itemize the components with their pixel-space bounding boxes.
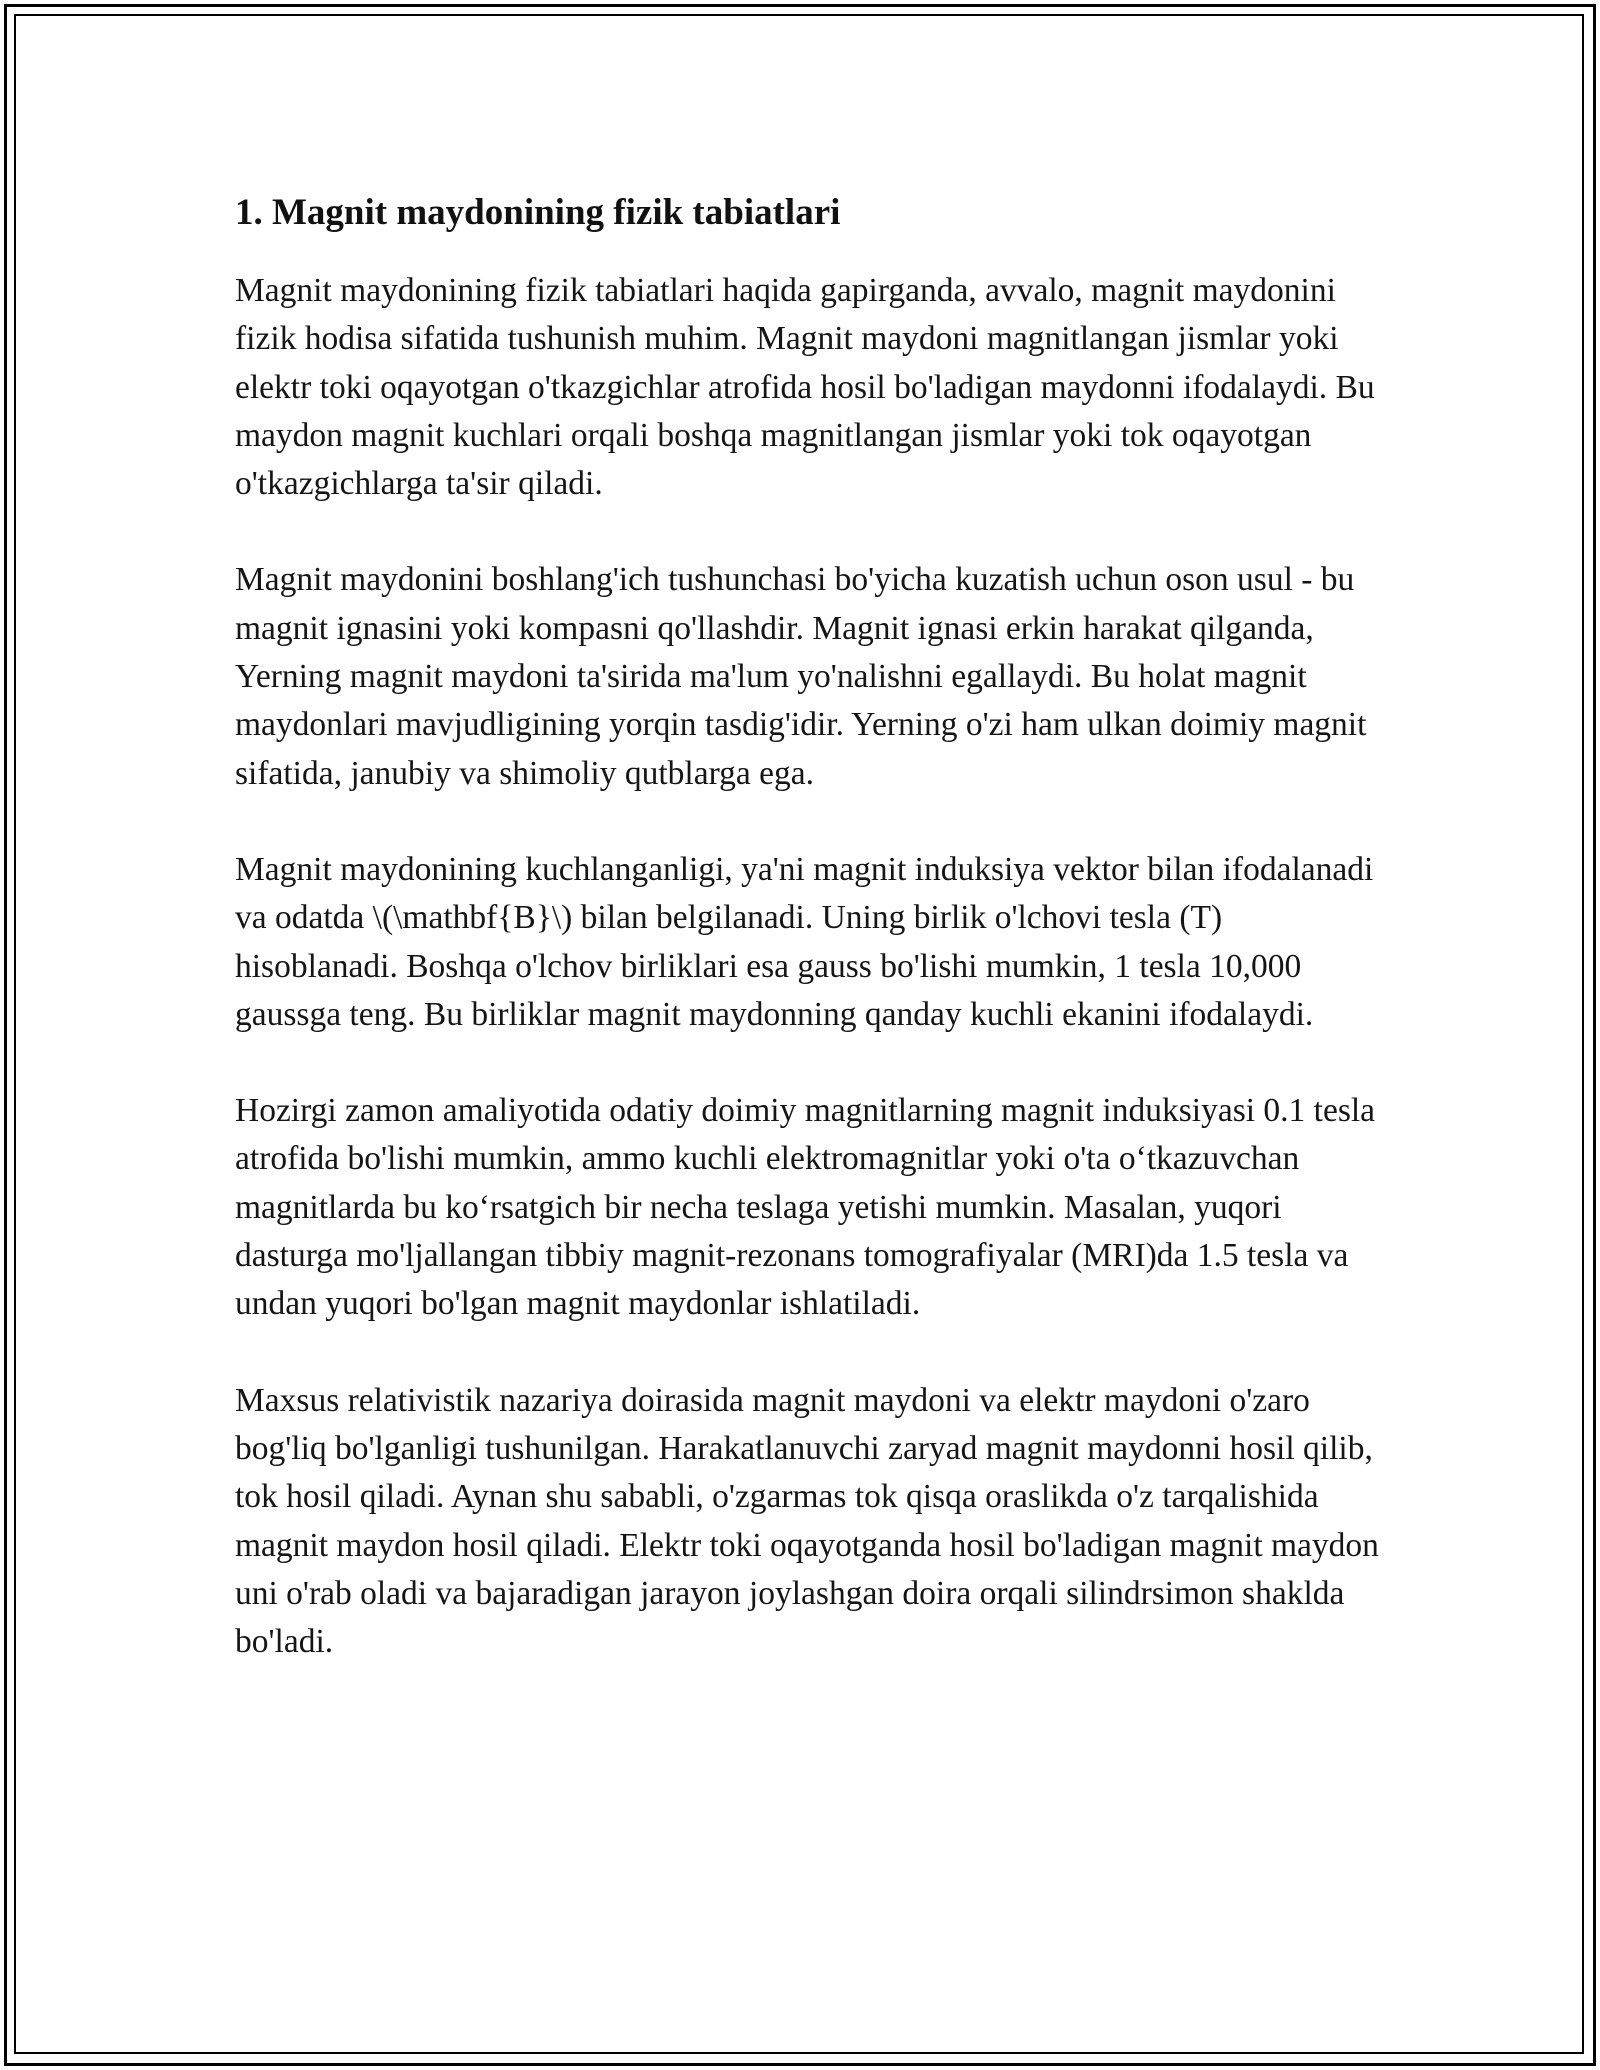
document-body <box>235 185 1380 1714</box>
paragraph-4: Hozirgi zamon amaliyotida odatiy doimiy magnitlarning magnit induksiyasi 0.1 tesla atrofida bo'lishi mumkin, ammo kuchli elektromagnitlar yoki o'ta o‘tkazuvchan magnitlarda bu ko‘rsatgich bir necha teslaga yetishi mumkin. Masalan, yuqori dasturga mo'ljallangan tibbiy magnit-rezonans tomografiyalar (MRI)da 1.5 tesla va undan yuqori bo'lgan magnit maydonlar ishlatiladi. <box>235 1092 1376 1323</box>
paragraph-2: Magnit maydonini boshlang'ich tushunchasi bo'yicha kuzatish uchun oson usul - bu magnit ignasini yoki kompasni qo'llashdir. Magnit ignasi erkin harakat qilganda, Yerning magnit maydoni ta'sirida ma'lum yo'nalishni egallaydi. Bu holat magnit maydonlari mavjudligining yorqin tasdig'idir. Yerning o'zi ham ulkan doimiy magnit sifatida, janubiy va shimoliy qutblarga ega. <box>235 561 1367 792</box>
paragraph-3: Magnit maydonining kuchlanganligi, ya'ni magnit induksiya vektor bilan ifodalanadi va odatda \(\mathbf{B}\) bilan belgilanadi. Uning birlik o'lchovi tesla (T) hisoblanadi. Boshqa o'lchov birliklari esa gauss bo'lishi mumkin, 1 tesla 10,000 gaussga teng. Bu birliklar magnit maydonning qanday kuchli ekanini ifodalaydi. <box>235 850 1374 1033</box>
paragraph-5: Maxsus relativistik nazariya doirasida magnit maydoni va elektr maydoni o'zaro bog'liq bo'lganligi tushunilgan. Harakatlanuvchi zaryad magnit maydonni hosil qilib, tok hosil qiladi. Aynan shu sababli, o'zgarmas tok qisqa oraslikda o'z tarqalishida magnit maydon hosil qiladi. Elektr toki oqayotganda hosil bo'ladigan magnit maydon uni o'rab oladi va bajaradigan jarayon joylashgan doira orqali silindrsimon shaklda bo'ladi. <box>235 1381 1379 1661</box>
paragraph-1: Magnit maydonining fizik tabiatlari haqida gapirganda, avvalo, magnit maydonini fizik hodisa sifatida tushunish muhim. Magnit maydoni magnitlangan jismlar yoki elektr toki oqayotgan o'tkazgichlar atrofida hosil bo'ladigan maydonni ifodalaydi. Bu maydon magnit kuchlari orqali boshqa magnitlangan jismlar yoki tok oqayotgan o'tkazgichlarga ta'sir qiladi. <box>235 272 1375 503</box>
section-heading: 1. Magnit maydonining fizik tabiatlari <box>235 192 841 233</box>
